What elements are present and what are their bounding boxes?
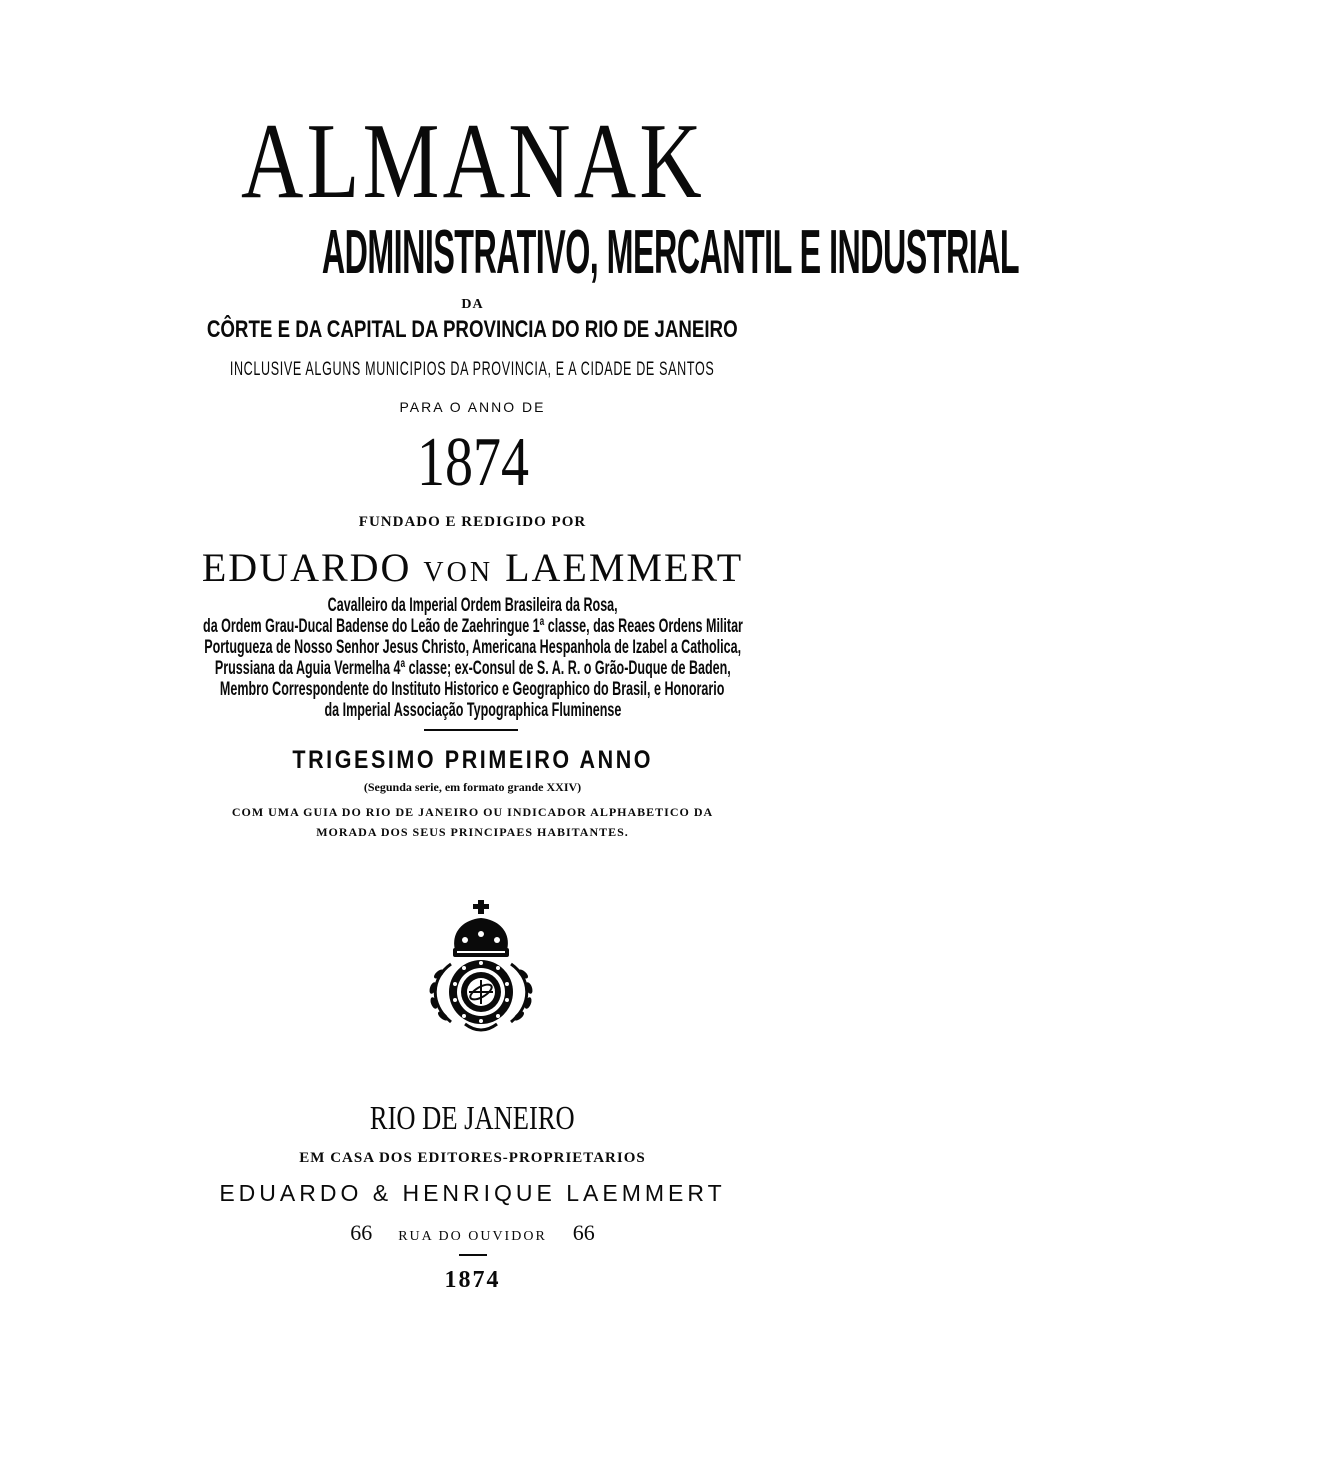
- honor-line: da Ordem Grau-Ducal Badense do Leão de Zaehringue 1ª classe, das Reaes Ordens Militar: [202, 616, 743, 637]
- street-number: 66: [572, 1220, 595, 1245]
- imperial-coat-of-arms-icon: [421, 898, 541, 1038]
- street-number: 66: [350, 1220, 373, 1245]
- edition-line: TRIGESIMO PRIMEIRO ANNO: [292, 746, 653, 774]
- author-last-name: LAEMMERT: [505, 545, 744, 590]
- main-title: ALMANAK: [240, 102, 705, 221]
- publishers-line: EDUARDO & HENRIQUE LAEMMERT: [219, 1180, 726, 1206]
- inclusive-line: INCLUSIVE ALGUNS MUNICIPIOS DA PROVINCIA, E A CIDADE DE SANTOS: [230, 359, 715, 380]
- honor-line: Cavalleiro da Imperial Ordem Brasileira da Rosa,: [327, 595, 618, 616]
- subtitle: ADMINISTRATIVO, MERCANTIL E INDUSTRIAL: [321, 218, 1020, 287]
- para-o-anno-line: PARA O ANNO DE: [399, 399, 546, 415]
- honor-line: Prussiana da Aguia Vermelha 4ª classe; ex-Consul de S. A. R. o Grão-Duque de Baden,: [214, 658, 731, 679]
- honor-line: da Imperial Associação Typographica Fluminense: [324, 700, 621, 721]
- divider-rule: [459, 1254, 487, 1256]
- da-line: DA: [461, 297, 484, 312]
- guia-line: COM UMA GUIA DO RIO DE JANEIRO OU INDICADOR ALPHABETICO DA: [231, 805, 714, 819]
- guia-line: MORADA DOS SEUS PRINCIPAES HABITANTES.: [316, 825, 629, 839]
- corte-line: CÔRTE E DA CAPITAL DA PROVINCIA DO RIO DE JANEIRO: [207, 316, 738, 343]
- honor-line: Membro Correspondente do Instituto Historico e Geographico do Brasil, e Honorario: [220, 679, 725, 700]
- author-first-name: EDUARDO: [201, 545, 412, 590]
- fundado-line: FUNDADO E REDIGIDO POR: [358, 514, 587, 530]
- address-line: [0, 1222, 945, 1244]
- author-von: VON: [423, 557, 494, 588]
- street-name: RUA DO OUVIDOR: [398, 1229, 547, 1244]
- honor-line: Portugueza de Nosso Senhor Jesus Christo, Americana Hespanhola de Izabel a Catholica,: [204, 637, 741, 658]
- year-heading: 1874: [416, 424, 529, 501]
- imprint-year: 1874: [444, 1267, 501, 1293]
- city-line: RIO DE JANEIRO: [370, 1100, 575, 1137]
- em-casa-line: EM CASA DOS EDITORES-PROPRIETARIOS: [299, 1150, 646, 1166]
- serie-line: (Segunda serie, em formato grande XXIV): [363, 780, 582, 794]
- author-name: [0, 545, 945, 590]
- divider-rule: [424, 729, 518, 731]
